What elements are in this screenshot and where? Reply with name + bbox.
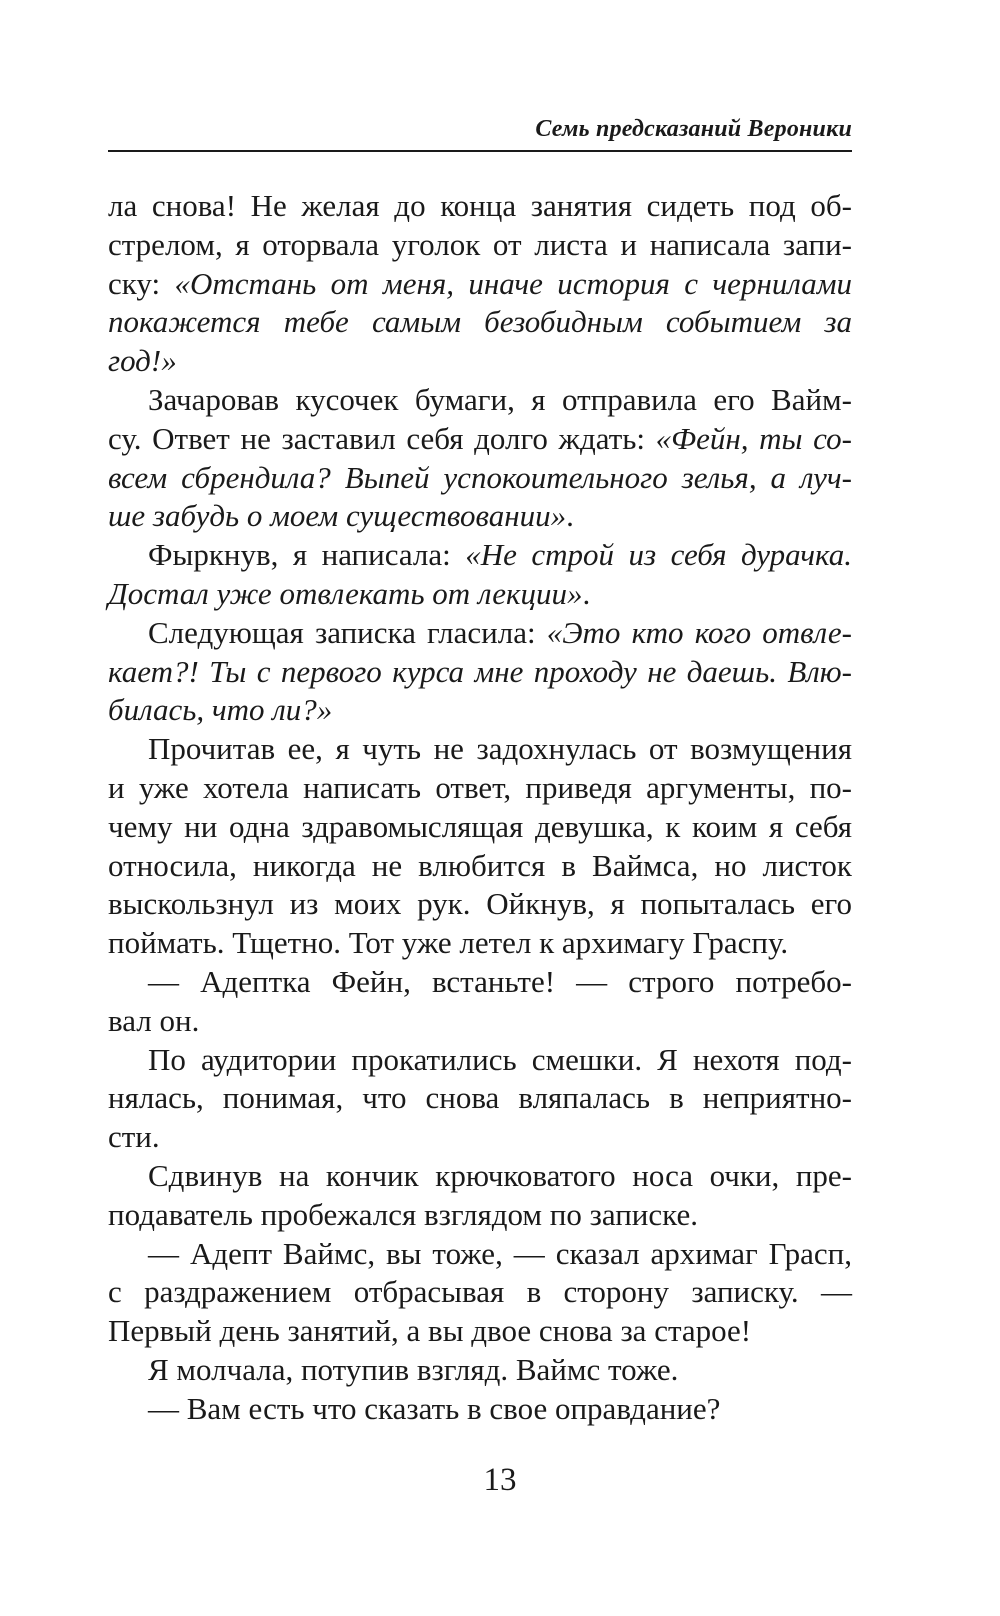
italic-span: кает?! Ты с первого курса мне проходу не даешь. Влю- [108, 653, 852, 689]
italic-span: ше забудь о моем существовании» [108, 498, 567, 534]
text-line [108, 730, 852, 769]
text-line [108, 420, 852, 459]
body-text [108, 187, 852, 1429]
text-line [108, 187, 852, 226]
text-line [108, 497, 852, 536]
text-line [108, 1196, 852, 1235]
text-span: — Адептка Фейн, встаньте! — строго потребо- [148, 963, 852, 999]
text-span: вал он. [108, 1002, 200, 1038]
italic-span: Достал уже отвлекать от лекции» [108, 575, 583, 611]
text-span: чему ни одна здравомыслящая девушка, к коим я себя [108, 808, 852, 844]
text-span: Я молчала, потупив взгляд. Ваймс тоже. [148, 1351, 679, 1387]
text-span: Сдвинув на кончик крючковатого носа очки, пре- [148, 1157, 852, 1193]
text-span: Следующая записка гласила: [148, 614, 547, 650]
text-line [108, 1273, 852, 1312]
text-line [108, 885, 852, 924]
text-span: — Адепт Ваймс, вы тоже, — сказал архимаг Грасп, [148, 1235, 852, 1271]
text-line [108, 808, 852, 847]
text-span: ску: [108, 265, 175, 301]
text-span: с раздражением отбрасывая в сторону записку. — [108, 1274, 852, 1310]
text-line [108, 1390, 852, 1429]
text-span: — Вам есть что сказать в свое оправдание? [148, 1390, 721, 1426]
text-line [108, 769, 852, 808]
text-line [108, 1312, 852, 1351]
text-line [108, 536, 852, 575]
text-span: По аудитории прокатились смешки. Я нехотя под- [148, 1041, 852, 1077]
running-head: Семь предсказаний Вероники [535, 116, 852, 142]
text-line [108, 1079, 852, 1118]
text-line [108, 1041, 852, 1080]
text-line [108, 691, 852, 730]
text-line [108, 847, 852, 886]
text-line [108, 1157, 852, 1196]
text-line [108, 1351, 852, 1390]
italic-span: «Не строй из себя дурачка. [465, 537, 852, 573]
text-span: су. Ответ не заставил себя долго ждать: [108, 420, 656, 456]
italic-span: «Это кто кого отвле- [546, 614, 852, 650]
text-line [108, 265, 852, 304]
text-span: подаватель пробежался взглядом по записке. [108, 1196, 698, 1232]
text-line [108, 575, 852, 614]
text-line [108, 1235, 852, 1274]
text-span: сти. [108, 1119, 160, 1155]
page-number: 13 [483, 1462, 517, 1498]
text-line [108, 1002, 852, 1041]
text-line [108, 381, 852, 420]
text-span: Фыркнув, я написала: [148, 537, 466, 573]
text-span: выскользнул из моих рук. Ойкнув, я попыталась его [108, 886, 852, 922]
text-line [108, 342, 852, 381]
header-rule [108, 150, 852, 152]
text-span: поймать. Тщетно. Тот уже летел к архимагу Граспу. [108, 925, 789, 961]
text-span: относила, никогда не влюбится в Ваймса, но листок [108, 847, 852, 883]
text-span: . [582, 575, 591, 611]
text-line [108, 1118, 852, 1157]
text-span: . [566, 498, 574, 534]
text-span: и уже хотела написать ответ, приведя аргументы, по- [108, 769, 852, 805]
text-line [108, 459, 852, 498]
italic-span: билась, что ли?» [108, 692, 333, 728]
text-line [108, 226, 852, 265]
text-span: Первый день занятий, а вы двое снова за старое! [108, 1313, 752, 1349]
italic-span: «Фейн, ты со- [655, 420, 852, 456]
text-line [108, 924, 852, 963]
text-span: Прочитав ее, я чуть не задохнулась от возмущения [148, 731, 852, 767]
italic-span: год!» [108, 343, 177, 379]
text-span: стрелом, я оторвала уголок от листа и написала запи- [108, 226, 852, 262]
italic-span: всем сбрендила? Выпей успокоительного зелья, а луч- [108, 459, 852, 495]
text-line [108, 963, 852, 1002]
text-line [108, 653, 852, 692]
text-span: нялась, понимая, что снова вляпалась в неприятно- [108, 1080, 852, 1116]
italic-span: покажется тебе самым безобидным событием за [108, 304, 852, 340]
text-span: ла снова! Не желая до конца занятия сидеть под об- [108, 188, 852, 223]
italic-span: «Отстань от меня, иначе история с чернилами [174, 265, 852, 301]
text-line [108, 614, 852, 653]
text-span: Зачаровав кусочек бумаги, я отправила его Вайм- [148, 381, 852, 417]
text-line [108, 303, 852, 342]
